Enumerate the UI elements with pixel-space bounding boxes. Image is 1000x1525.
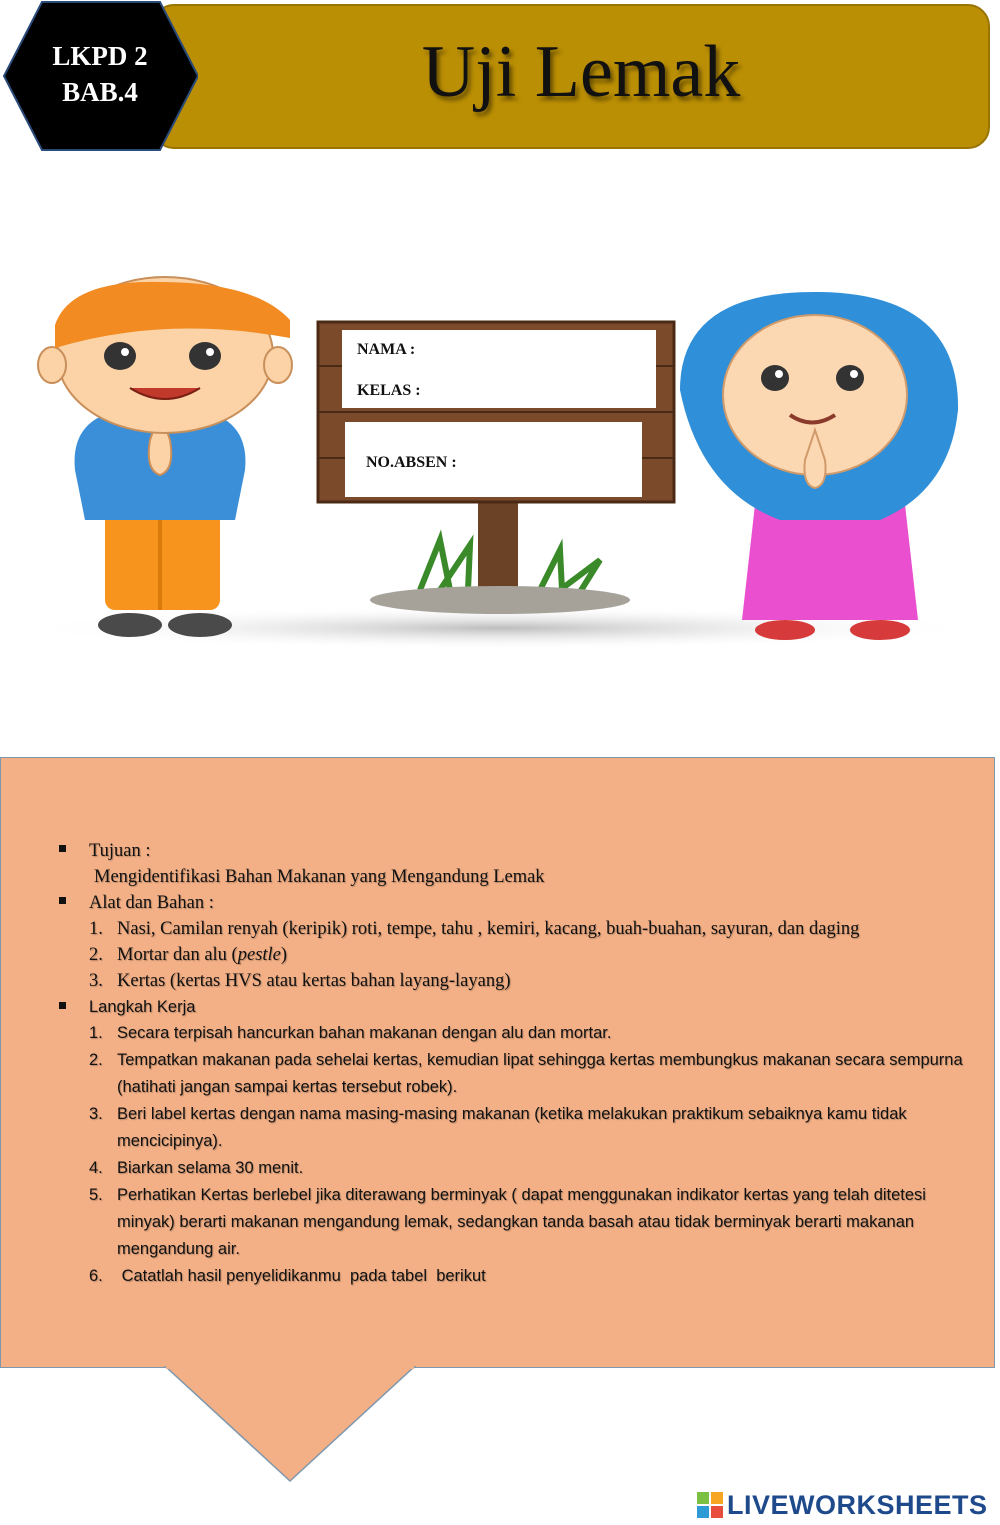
absen-label: NO.ABSEN : bbox=[366, 454, 457, 471]
badge-line-1: LKPD 2 bbox=[52, 41, 148, 71]
nama-label: NAMA : bbox=[357, 341, 416, 358]
langkah-heading: Langkah Kerja bbox=[89, 998, 196, 1016]
chapter-badge bbox=[2, 38, 198, 110]
greeting-illustration bbox=[0, 270, 1000, 670]
title-banner bbox=[152, 4, 990, 149]
boy-character bbox=[38, 277, 292, 637]
list-item: 2. Tempatkan makanan pada sehelai kertas, kemudian lipat sehingga kertas membungkus makanan secara sempurna (hatihati jangan sampai kertas tersebut robek). bbox=[89, 1051, 963, 1096]
liveworksheets-logo[interactable] bbox=[697, 1488, 988, 1522]
list-item: 5. Perhatikan Kertas berlebel jika diterawang berminyak ( dapat menggunakan indikator kertas yang telah ditetesi minyak) berarti makanan mengandung lemak, sedangkan tanda basah atau tidak berminyak berarti makanan mengandung air. bbox=[89, 1186, 926, 1258]
langkah-list bbox=[0, 1020, 1000, 1290]
list-item: 4. Biarkan selama 30 menit. bbox=[89, 1159, 304, 1177]
list-item: 2. Mortar dan alu (pestle) bbox=[89, 945, 288, 965]
bullet-icon bbox=[59, 1002, 66, 1009]
list-item: 3. Kertas (kertas HVS atau kertas bahan layang-layang) bbox=[89, 971, 511, 991]
alat-section bbox=[0, 890, 1000, 916]
list-item: 3. Beri label kertas dengan nama masing-masing makanan (ketika melakukan praktikum sebaiknya kamu tidak mencicipinya). bbox=[89, 1105, 907, 1150]
bullet-icon bbox=[59, 897, 66, 904]
langkah-section bbox=[0, 994, 1000, 1290]
panel-arrow bbox=[0, 1366, 1000, 1486]
tujuan-section bbox=[0, 838, 1000, 890]
tujuan-heading: Tujuan : bbox=[89, 841, 151, 861]
tujuan-text: Mengidentifikasi Bahan Makanan yang Mengandung Lemak bbox=[94, 867, 545, 887]
brand-name: LIVEWORKSHEETS bbox=[727, 1489, 988, 1520]
list-item: 6. Catatlah hasil penyelidikanmu pada tabel berikut bbox=[89, 1267, 486, 1285]
girl-character bbox=[680, 292, 958, 640]
badge-line-2: BAB.4 bbox=[62, 77, 138, 107]
kelas-label: KELAS : bbox=[357, 382, 421, 399]
list-item: 1. Nasi, Camilan renyah (keripik) roti, tempe, tahu , kemiri, kacang, buah-buahan, sayuran, dan daging bbox=[89, 919, 860, 939]
liveworksheets-icon bbox=[697, 1492, 723, 1518]
alat-list bbox=[0, 916, 1000, 994]
list-item: 1. Secara terpisah hancurkan bahan makanan dengan alu dan mortar. bbox=[89, 1024, 612, 1042]
bullet-icon bbox=[59, 845, 66, 852]
worksheet-content bbox=[0, 838, 1000, 1290]
alat-heading: Alat dan Bahan : bbox=[89, 893, 214, 913]
page-title: Uji Lemak bbox=[421, 31, 741, 113]
